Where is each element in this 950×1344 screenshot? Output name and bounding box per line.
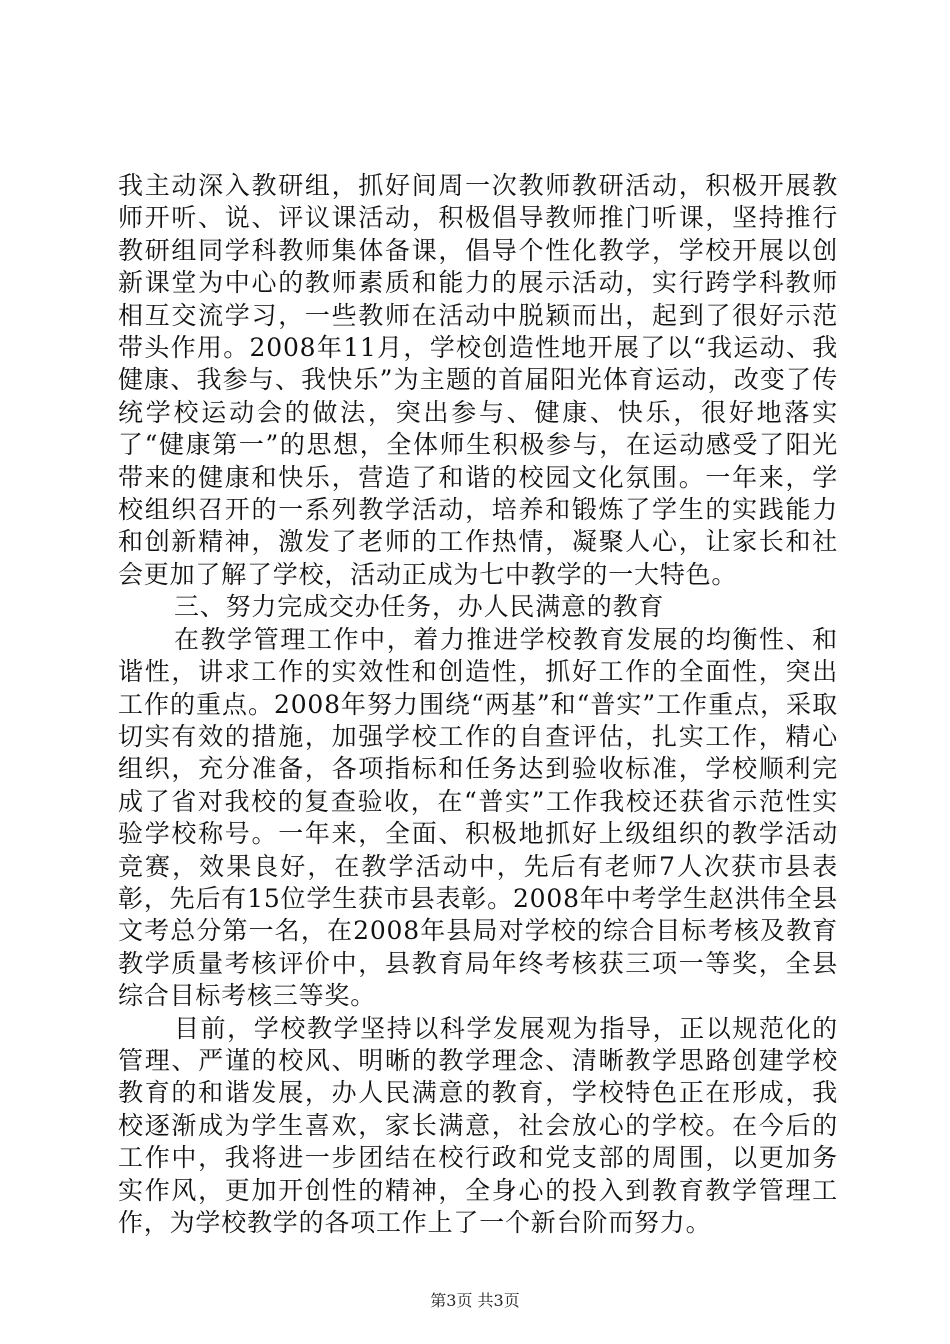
paragraph-management: 在教学管理工作中，着力推进学校教育发展的均衡性、和谐性，讲求工作的实效性和创造性，抓好工作的全面性，突出工作的重点。2008年努力围绕“两基”和“普实”工作重点，采取切实有效的措施，加强学校工作的自查评估，扎实工作，精心组织，充分准备，各项指标和任务达到验收标准，学校顺利完成了省对我校的复查验收，在“普实”工作我校还获省示范性实验学校称号。一年来，全面、积极地抓好上级组织的教学活动竞赛，效果良好，在教学活动中，先后有老师7人次获市县表彰，先后有15位学生获市县表彰。2008年中考学生赵洪伟全县文考总分第一名，在2008年县局对学校的综合目标考核及教育教学质量考核评价中，县教育局年终考核获三项一等奖，全县综合目标考核三等奖。 bbox=[118, 624, 838, 1011]
document-body bbox=[118, 170, 838, 1239]
paragraph-activities: 我主动深入教研组，抓好间周一次教师教研活动，积极开展教师开听、说、评议课活动，积极倡导教师推门听课，坚持推行教研组同学科教师集体备课，倡导个性化教学，学校开展以创新课堂为中心的教师素质和能力的展示活动，实行跨学科教师相互交流学习，一些教师在活动中脱颖而出，起到了很好示范带头作用。2008年11月，学校创造性地开展了以“我运动、我健康、我参与、我快乐”为主题的首届阳光体育运动，改变了传统学校运动会的做法，突出参与、健康、快乐，很好地落实了“健康第一”的思想，全体师生积极参与，在运动感受了阳光带来的健康和快乐，营造了和谐的校园文化氛围。一年来，学校组织召开的一系列教学活动，培养和锻炼了学生的实践能力和创新精神，激发了老师的工作热情，凝聚人心，让家长和社会更加了解了学校，活动正成为七中教学的一大特色。 bbox=[118, 171, 838, 589]
page-number-footer: 第3页 共3页 bbox=[430, 1291, 520, 1310]
paragraph-conclusion: 目前，学校教学坚持以科学发展观为指导，正以规范化的管理、严谨的校风、明晰的教学理念、清晰教学思路创建学校教育的和谐发展，办人民满意的教育，学校特色正在形成，我校逐渐成为学生喜欢，家长满意，社会放心的学校。在今后的工作中，我将进一步团结在校行政和党支部的周围，以更加务实作风，更加开创性的精神，全身心的投入到教育教学管理工作，为学校教学的各项工作上了一个新台阶而努力。 bbox=[118, 1013, 838, 1237]
section-heading-three: 三、努力完成交办任务，办人民满意的教育 bbox=[174, 592, 665, 622]
